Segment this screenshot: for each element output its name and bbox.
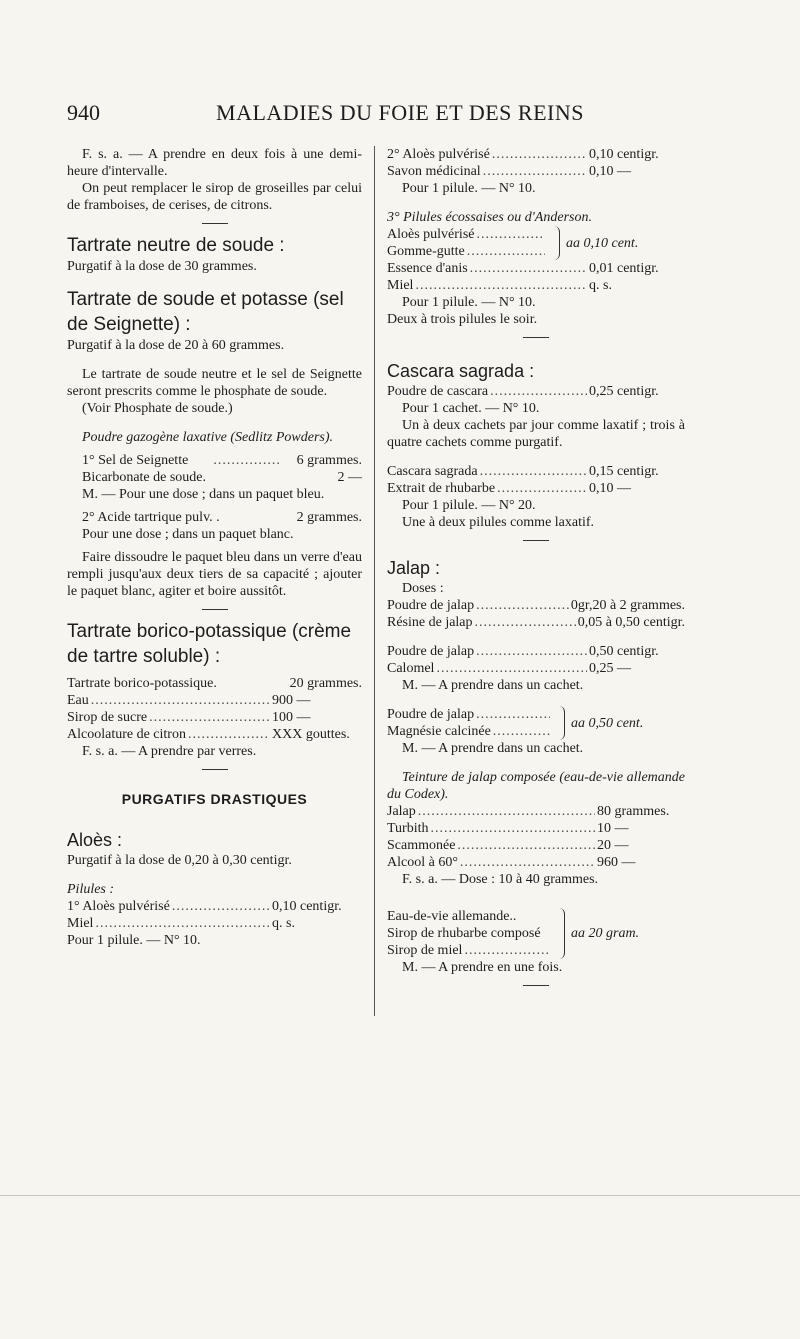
paragraph: Faire dissoudre le paquet bleu dans un verre d'eau rempli jusqu'aux deux tiers de sa capacité ; ajouter le paquet blanc, agiter et boire aussitôt. — [67, 550, 362, 599]
paragraph: Pour 1 pilule. — N° 10. — [402, 295, 536, 310]
formula-row: Calomel ..... 0,25 — — [387, 660, 685, 677]
section-separator — [202, 609, 228, 610]
formula-row: 2° Aloès pulvérisé ..... 0,10 centigr. — [387, 146, 685, 163]
paragraph: F. s. a. — A prendre en deux fois à une demi-heure d'intervalle. — [67, 147, 362, 179]
formula-row: Poudre de cascara ..... 0,25 centigr. — [387, 383, 685, 400]
section-separator — [202, 769, 228, 770]
paragraph: M. — Pour une dose ; dans un paquet bleu. — [82, 487, 325, 502]
right-column — [387, 146, 685, 995]
formula-row: 2° Acide tartrique pulv. . 2 grammes. — [82, 510, 362, 525]
formula-title: Teinture de jalap composée (eau-de-vie allemande du Codex). — [387, 770, 685, 802]
running-title: MALADIES DU FOIE ET DES REINS — [216, 100, 584, 125]
formula-row: Savon médicinal ..... 0,10 — — [387, 163, 685, 180]
paragraph: (Voir Phosphate de soude.) — [82, 401, 233, 416]
formula-row: Poudre de jalap ..... 0,50 centigr. — [387, 643, 685, 660]
formula-title: 3° Pilules écossaises ou d'Anderson. — [387, 210, 592, 225]
section-heading: Aloès : — [67, 830, 123, 850]
formula-row: Cascara sagrada ..... 0,15 centigr. — [387, 463, 685, 480]
formula-row: Miel ..... q. s. — [67, 915, 362, 932]
paragraph: Purgatif à la dose de 20 à 60 grammes. — [67, 338, 285, 353]
page-number: 940 — [67, 100, 100, 125]
formula-title: Poudre gazogène laxative (Sedlitz Powders). — [82, 430, 334, 445]
paragraph: Le tartrate de soude neutre et le sel de Seignette seront prescrits comme le phosphate de soude. — [67, 367, 362, 399]
section-heading: PURGATIFS DRASTIQUES — [121, 791, 308, 807]
paragraph: Doses : — [402, 581, 444, 596]
formula-row: 1° Aloès pulvérisé ..... 0,10 centigr. — [67, 898, 362, 915]
section-heading: Tartrate de soude et potasse (sel de Seignette) : — [67, 289, 344, 335]
formula-row: Turbith ..... 10 — — [387, 820, 685, 837]
formula-row: Bicarbonate de soude. 2 — — [82, 470, 362, 485]
brace-group: Poudre de jalap ..... Magnésie calcinée ..... aa 0,50 cent. — [387, 706, 685, 740]
brace — [556, 706, 565, 740]
paragraph: M. — A prendre en une fois. — [402, 960, 563, 975]
section-separator — [523, 337, 549, 338]
formula-row: Eau ..... 900 — — [67, 692, 362, 709]
paragraph: Pour 1 pilule. — N° 20. — [402, 498, 536, 513]
page-edge-line — [0, 1195, 800, 1196]
formula-row: Sirop de sucre ..... 100 — — [67, 709, 362, 726]
section-separator — [202, 223, 228, 224]
formula-row: Essence d'anis ..... 0,01 centigr. — [387, 260, 685, 277]
paragraph: Un à deux cachets par jour comme laxatif ; trois à quatre cachets comme purgatif. — [387, 418, 685, 450]
left-column — [67, 146, 362, 949]
section-heading: Jalap : — [387, 558, 441, 578]
formula-title: Pilules : — [67, 882, 115, 897]
formula-row: Extrait de rhubarbe ..... 0,10 — — [387, 480, 685, 497]
paragraph: Deux à trois pilules le soir. — [387, 312, 538, 327]
section-heading: Cascara sagrada : — [387, 361, 535, 381]
paragraph: On peut remplacer le sirop de groseilles par celui de framboises, de cerises, de citrons. — [67, 181, 362, 213]
section-heading: Tartrate neutre de soude : — [67, 235, 285, 256]
paragraph: Pour 1 pilule. — N° 10. — [402, 181, 536, 196]
paragraph: Pour 1 cachet. — N° 10. — [402, 401, 540, 416]
formula-row: Poudre de jalap ..... 0gr,20 à 2 grammes. — [387, 597, 685, 614]
paragraph: Une à deux pilules comme laxatif. — [402, 515, 595, 530]
formula-row: 1° Sel de Seignette ..... 6 grammes. — [67, 452, 362, 469]
section-separator — [523, 540, 549, 541]
paragraph: F. s. a. — Dose : 10 à 40 grammes. — [402, 872, 599, 887]
brace — [551, 226, 560, 260]
brace — [556, 908, 565, 959]
paragraph: Pour une dose ; dans un paquet blanc. — [82, 527, 294, 542]
paragraph: Purgatif à la dose de 30 grammes. — [67, 259, 257, 274]
column-divider — [374, 146, 375, 1016]
paragraph: M. — A prendre dans un cachet. — [402, 741, 584, 756]
formula-row: Alcoolature de citron ..... XXX gouttes. — [67, 726, 362, 743]
formula-row: Alcool à 60° ..... 960 — — [387, 854, 685, 871]
brace-group: Aloès pulvérisé ..... Gomme-gutte ..... aa 0,10 cent. — [387, 226, 685, 260]
paragraph: M. — A prendre dans un cachet. — [402, 678, 584, 693]
brace-group: Eau-de-vie allemande.. Sirop de rhubarbe composé Sirop de miel ..... aa 20 gram. — [387, 908, 685, 959]
formula-row: Scammonée ..... 20 — — [387, 837, 685, 854]
formula-row: Miel ..... q. s. — [387, 277, 685, 294]
section-separator — [523, 985, 549, 986]
section-heading: Tartrate borico-potassique (crème de tartre soluble) : — [67, 621, 352, 667]
paragraph: F. s. a. — A prendre par verres. — [82, 744, 257, 759]
paragraph: Purgatif à la dose de 0,20 à 0,30 centigr. — [67, 853, 292, 868]
page-header — [0, 100, 800, 130]
formula-row: Résine de jalap ..... 0,05 à 0,50 centigr. — [387, 614, 685, 631]
paragraph: Pour 1 pilule. — N° 10. — [67, 933, 201, 948]
formula-row: Tartrate borico-potassique. 20 grammes. — [67, 676, 362, 691]
formula-row: Jalap ..... 80 grammes. — [387, 803, 685, 820]
